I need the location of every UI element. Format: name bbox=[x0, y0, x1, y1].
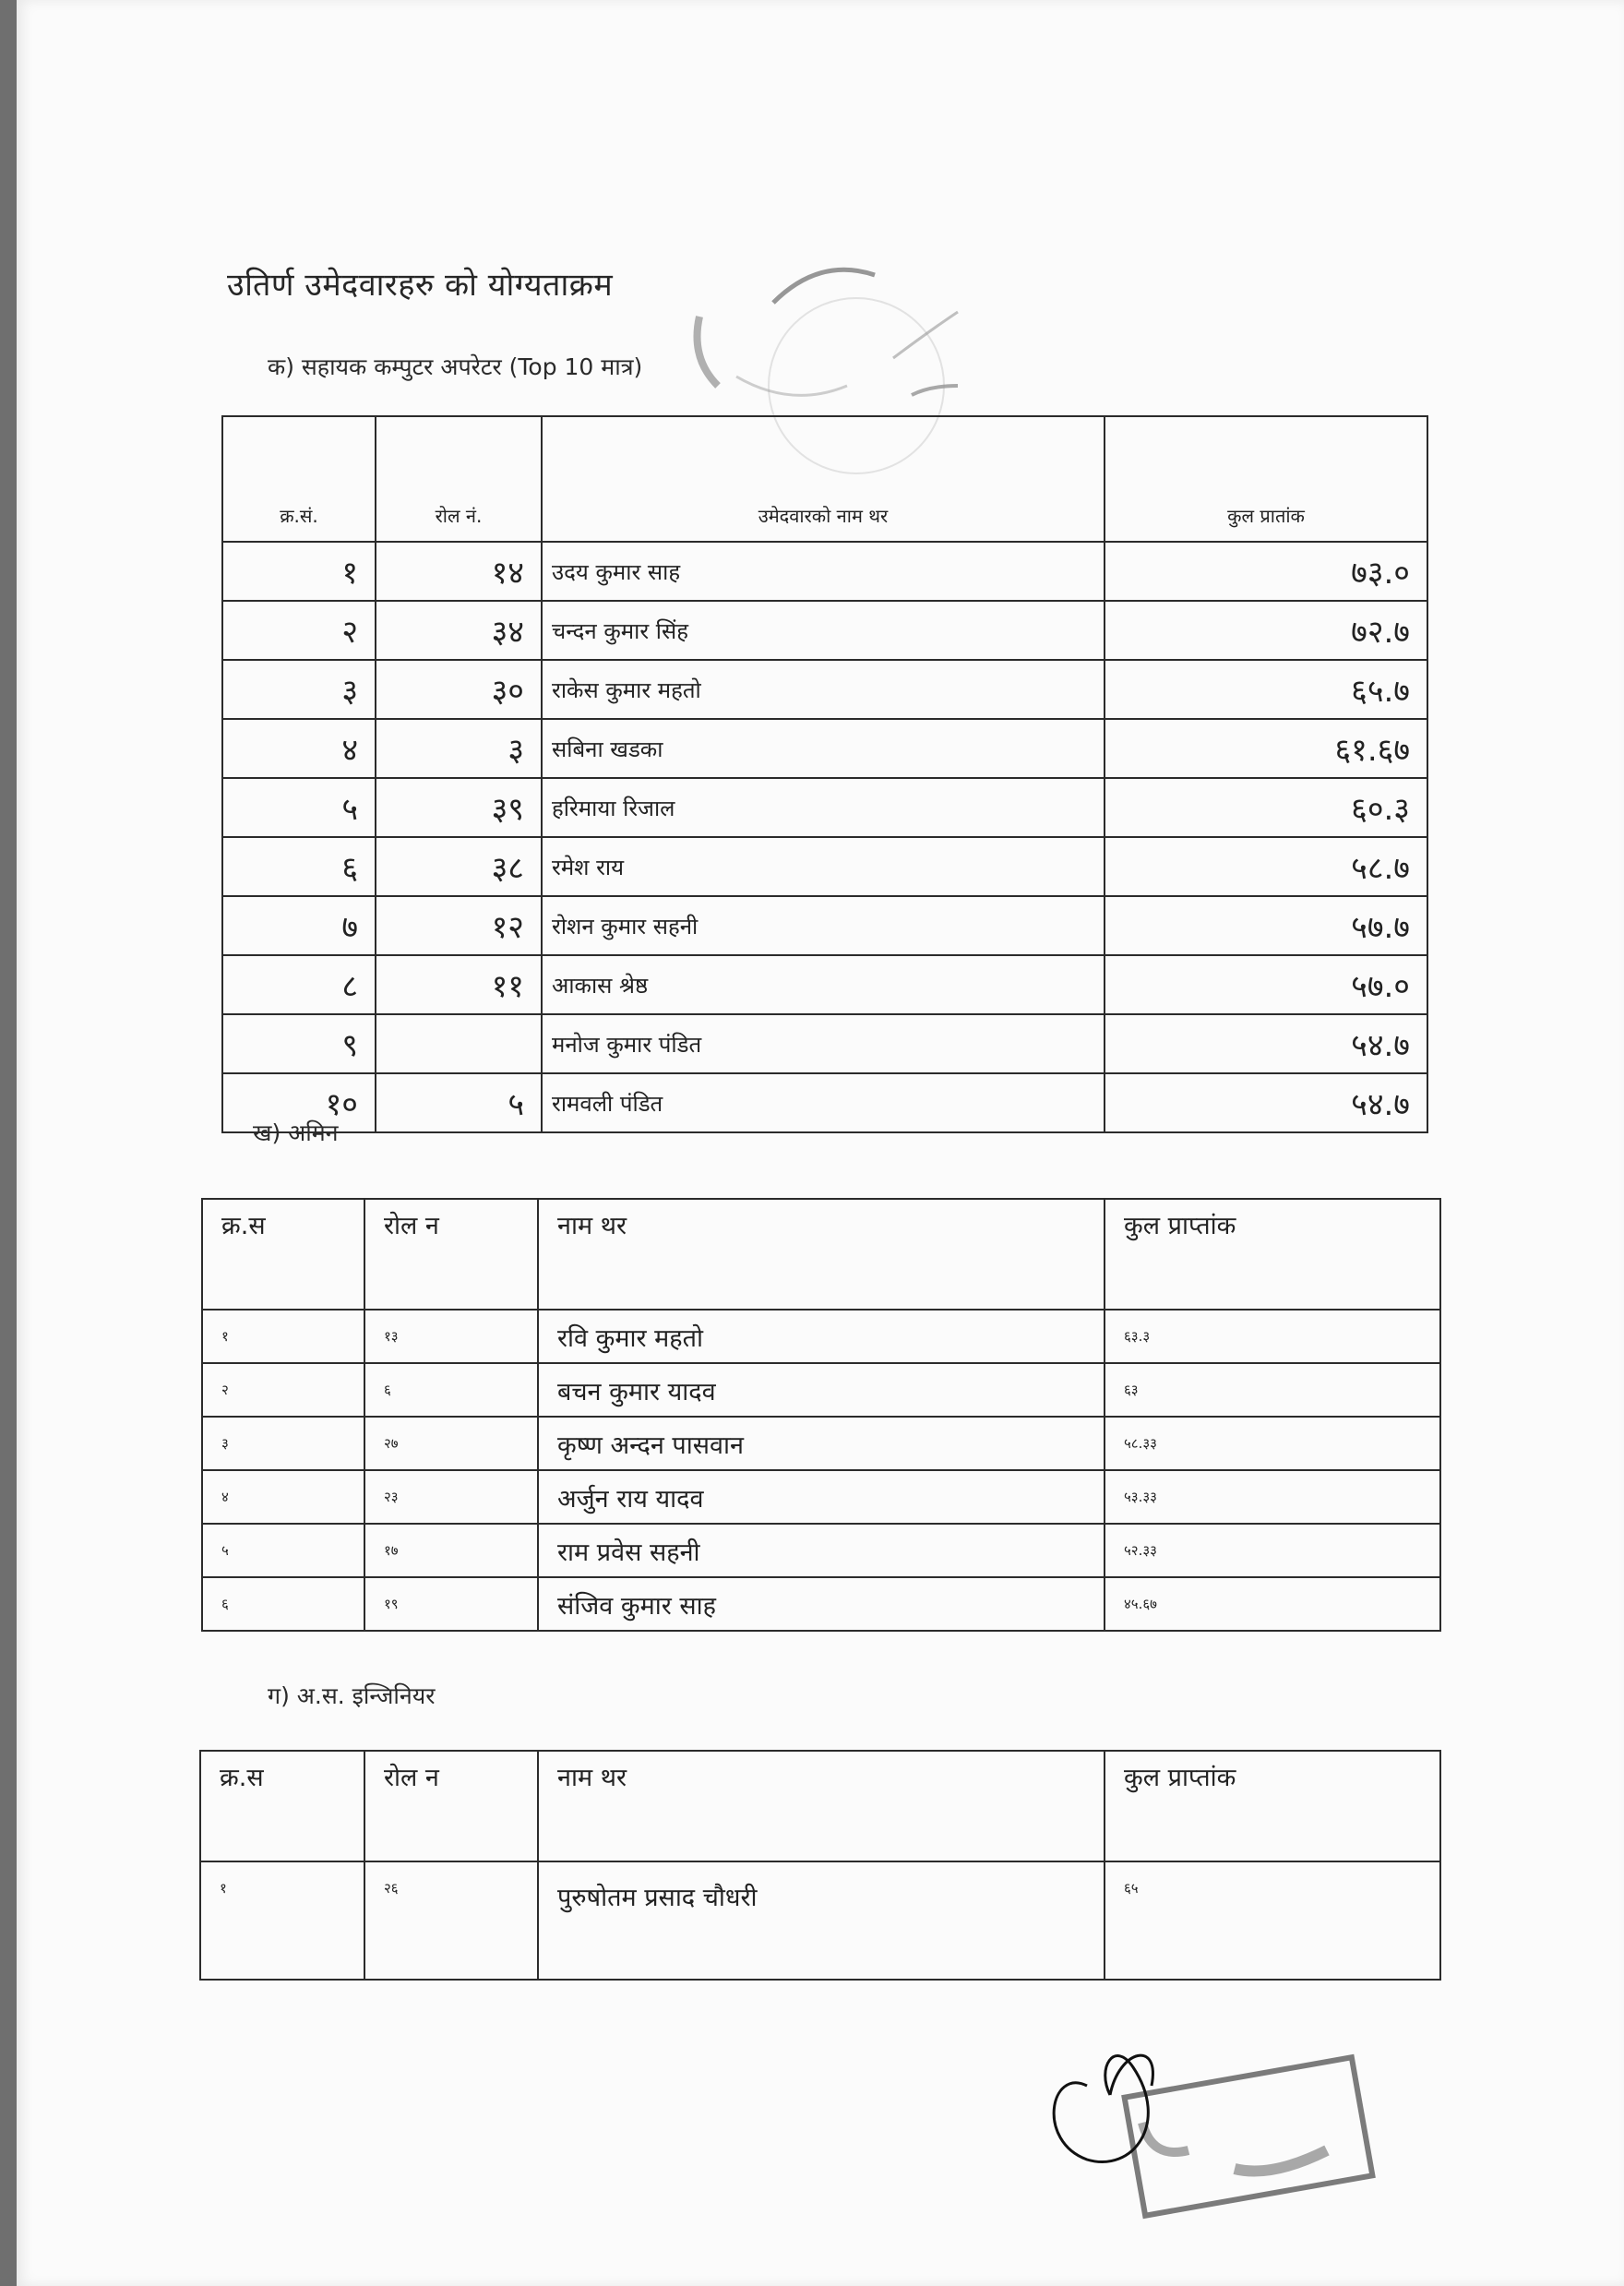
name-cell: कृष्ण अन्दन पासवान bbox=[538, 1417, 1105, 1470]
table-row bbox=[202, 1310, 1440, 1363]
serial-cell: ४ bbox=[202, 1470, 364, 1524]
roll-cell: ३ bbox=[376, 719, 542, 778]
score-cell: ६०.३ bbox=[1105, 778, 1427, 837]
engineer-table bbox=[199, 1750, 1441, 1981]
amin-table bbox=[201, 1198, 1441, 1632]
roll-cell: १७ bbox=[364, 1524, 538, 1577]
table-row bbox=[222, 896, 1427, 955]
name-cell: उदय कुमार साह bbox=[542, 542, 1105, 601]
serial-cell: ४ bbox=[222, 719, 376, 778]
name-cell: रमेश राय bbox=[542, 837, 1105, 896]
score-cell: ६५.७ bbox=[1105, 660, 1427, 719]
name-cell: अर्जुन राय यादव bbox=[538, 1470, 1105, 1524]
col-roll: रोल न bbox=[364, 1751, 538, 1861]
document-page bbox=[17, 0, 1624, 2286]
col-roll: रोल न bbox=[364, 1199, 538, 1310]
score-cell: ५७.७ bbox=[1105, 896, 1427, 955]
score-cell: ६१.६७ bbox=[1105, 719, 1427, 778]
score-cell: ५३.३३ bbox=[1105, 1470, 1440, 1524]
name-cell: मनोज कुमार पंडित bbox=[542, 1014, 1105, 1073]
serial-cell: ६ bbox=[222, 837, 376, 896]
name-cell: रोशन कुमार सहनी bbox=[542, 896, 1105, 955]
score-cell: ६३.३ bbox=[1105, 1310, 1440, 1363]
serial-cell: ५ bbox=[202, 1524, 364, 1577]
name-cell: पुरुषोतम प्रसाद चौधरी bbox=[538, 1861, 1105, 1980]
section-c-heading: ग) अ.स. इन्जिनियर bbox=[268, 1682, 436, 1709]
score-cell: ५४.७ bbox=[1105, 1073, 1427, 1132]
serial-cell: १ bbox=[222, 542, 376, 601]
roll-cell bbox=[376, 1014, 542, 1073]
serial-cell: १ bbox=[202, 1310, 364, 1363]
serial-cell: २ bbox=[222, 601, 376, 660]
col-name: उमेदवारको नाम थर bbox=[542, 416, 1105, 542]
roll-cell: १९ bbox=[364, 1577, 538, 1631]
table-row bbox=[222, 1014, 1427, 1073]
col-serial: क्र.स bbox=[202, 1199, 364, 1310]
col-score: कुल प्राप्तांक bbox=[1105, 1199, 1440, 1310]
serial-cell: ८ bbox=[222, 955, 376, 1014]
name-cell: रवि कुमार महतो bbox=[538, 1310, 1105, 1363]
name-cell: सबिना खडका bbox=[542, 719, 1105, 778]
table-row bbox=[222, 955, 1427, 1014]
score-cell: ५४.७ bbox=[1105, 1014, 1427, 1073]
roll-cell: २६ bbox=[364, 1861, 538, 1980]
table-row bbox=[222, 542, 1427, 601]
col-name: नाम थर bbox=[538, 1751, 1105, 1861]
name-cell: राकेस कुमार महतो bbox=[542, 660, 1105, 719]
roll-cell: १२ bbox=[376, 896, 542, 955]
score-cell: ५२.३३ bbox=[1105, 1524, 1440, 1577]
table-row bbox=[222, 778, 1427, 837]
score-cell: ५८.७ bbox=[1105, 837, 1427, 896]
score-cell: ५७.० bbox=[1105, 955, 1427, 1014]
serial-cell: ३ bbox=[202, 1417, 364, 1470]
col-serial: क्र.सं. bbox=[222, 416, 376, 542]
name-cell: राम प्रवेस सहनी bbox=[538, 1524, 1105, 1577]
computer-operator-table bbox=[221, 415, 1428, 1133]
serial-cell: १ bbox=[200, 1861, 364, 1980]
roll-cell: ११ bbox=[376, 955, 542, 1014]
roll-cell: ३९ bbox=[376, 778, 542, 837]
roll-cell: ३८ bbox=[376, 837, 542, 896]
table-row bbox=[202, 1363, 1440, 1417]
table-row bbox=[202, 1470, 1440, 1524]
table-row bbox=[222, 719, 1427, 778]
serial-cell: ६ bbox=[202, 1577, 364, 1631]
table-row bbox=[202, 1417, 1440, 1470]
name-cell: संजिव कुमार साह bbox=[538, 1577, 1105, 1631]
name-cell: आकास श्रेष्ठ bbox=[542, 955, 1105, 1014]
section-b-heading: ख) अमिन bbox=[253, 1119, 339, 1146]
name-cell: चन्दन कुमार सिंह bbox=[542, 601, 1105, 660]
score-cell: ६३ bbox=[1105, 1363, 1440, 1417]
table-row bbox=[202, 1524, 1440, 1577]
roll-cell: २३ bbox=[364, 1470, 538, 1524]
name-cell: हरिमाया रिजाल bbox=[542, 778, 1105, 837]
table-header-row bbox=[200, 1751, 1440, 1861]
roll-cell: ५ bbox=[376, 1073, 542, 1132]
section-a-heading: क) सहायक कम्पुटर अपरेटर (Top 10 मात्र) bbox=[268, 353, 643, 380]
serial-cell: २ bbox=[202, 1363, 364, 1417]
serial-cell: ३ bbox=[222, 660, 376, 719]
table-row bbox=[200, 1861, 1440, 1980]
serial-cell: ७ bbox=[222, 896, 376, 955]
name-cell: रामवली पंडित bbox=[542, 1073, 1105, 1132]
roll-cell: १४ bbox=[376, 542, 542, 601]
table-row bbox=[222, 837, 1427, 896]
table-row bbox=[222, 660, 1427, 719]
page-title: उतिर्ण उमेदवारहरु को योग्यताक्रम bbox=[227, 267, 614, 304]
table-row bbox=[222, 1073, 1427, 1132]
roll-cell: ३० bbox=[376, 660, 542, 719]
score-cell: ४५.६७ bbox=[1105, 1577, 1440, 1631]
score-cell: ७२.७ bbox=[1105, 601, 1427, 660]
roll-cell: १३ bbox=[364, 1310, 538, 1363]
signature-stamp-icon bbox=[1032, 2012, 1382, 2233]
serial-cell: १० bbox=[222, 1073, 376, 1132]
serial-cell: ५ bbox=[222, 778, 376, 837]
col-score: कुल प्रातांक bbox=[1105, 416, 1427, 542]
score-cell: ५८.३३ bbox=[1105, 1417, 1440, 1470]
table-row bbox=[222, 601, 1427, 660]
col-score: कुल प्राप्तांक bbox=[1105, 1751, 1440, 1861]
score-cell: ६५ bbox=[1105, 1861, 1440, 1980]
table-header-row bbox=[222, 416, 1427, 542]
roll-cell: २७ bbox=[364, 1417, 538, 1470]
name-cell: बचन कुमार यादव bbox=[538, 1363, 1105, 1417]
roll-cell: ६ bbox=[364, 1363, 538, 1417]
col-name: नाम थर bbox=[538, 1199, 1105, 1310]
col-serial: क्र.स bbox=[200, 1751, 364, 1861]
table-row bbox=[202, 1577, 1440, 1631]
score-cell: ७३.० bbox=[1105, 542, 1427, 601]
col-roll: रोल नं. bbox=[376, 416, 542, 542]
serial-cell: ९ bbox=[222, 1014, 376, 1073]
table-header-row bbox=[202, 1199, 1440, 1310]
roll-cell: ३४ bbox=[376, 601, 542, 660]
